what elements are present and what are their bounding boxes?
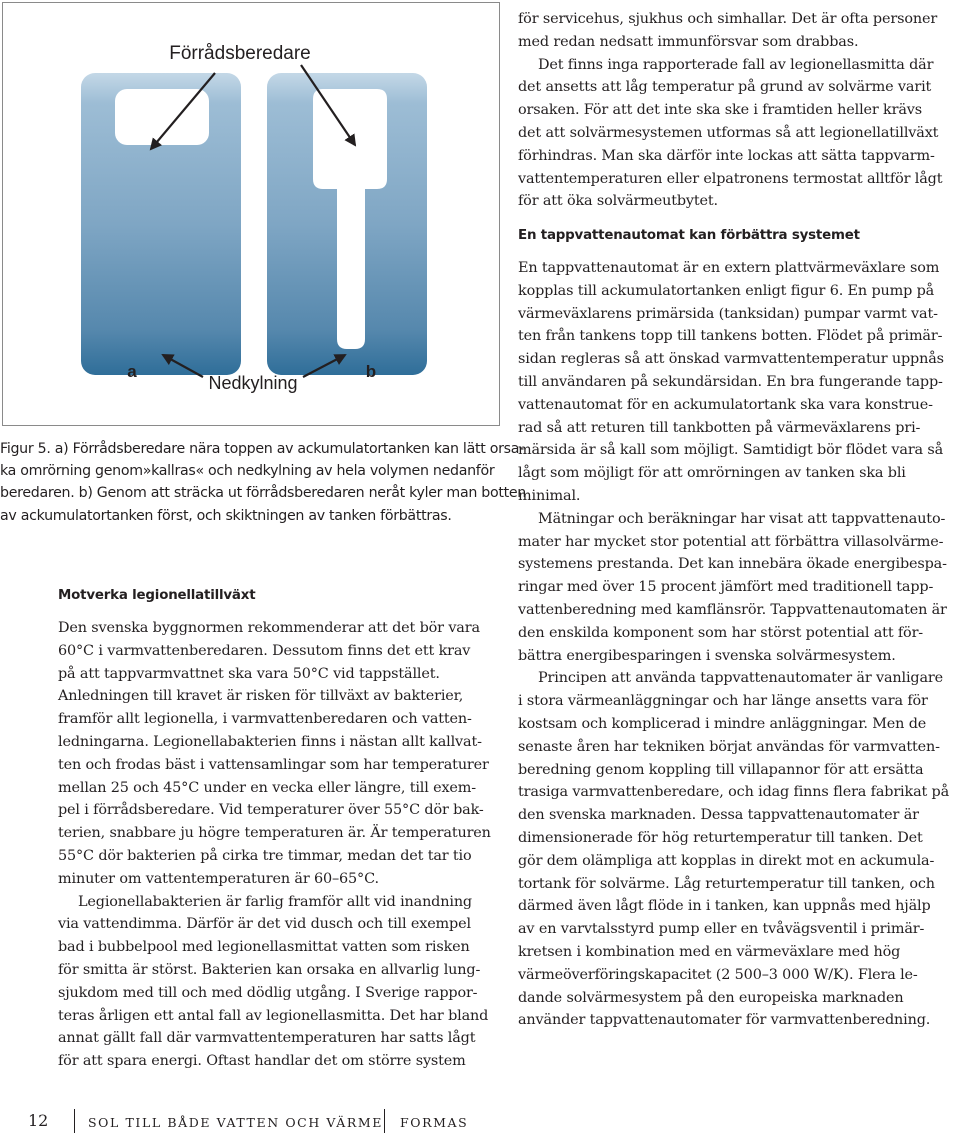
text-line: med redan nedsatt immunförsvar som drabbas.: [518, 33, 859, 50]
right-column-top: [518, 8, 958, 213]
paragraph: [58, 891, 490, 1073]
text-line: till användaren på sekundärsidan. En bra fungerande tapp-: [518, 373, 943, 390]
text-line: det ansetts att låg temperatur på grund av solvärme varit: [518, 79, 932, 96]
label-b: b: [365, 362, 377, 381]
text-line: vattenautomat för en ackumulatortank ska vara konstrue-: [518, 396, 933, 413]
text-line: gör dem olämpliga att kopplas in direkt mot en ackumula-: [518, 852, 935, 869]
footer-title: SOL TILL BÅDE VATTEN OCH VÄRME: [88, 1115, 383, 1130]
caption-line: beredaren. b) Genom att sträcka ut förrådsberedaren neråt kyler man botten: [0, 485, 526, 502]
text-line: för att spara energi. Oftast handlar det om större system: [58, 1053, 466, 1070]
label-nedkylning: Nedkylning: [208, 373, 298, 393]
text-line: En tappvattenautomat är en extern plattvärmeväxlare som: [518, 260, 940, 276]
label-a: a: [127, 362, 137, 381]
text-line: i stora värmeanläggningar och har länge ansetts vara för: [518, 693, 928, 710]
text-line: minuter om vattentemperaturen är 60–65°C.: [58, 870, 379, 887]
caption-line: ka omrörning genom»kallras« och nedkylning av hela volymen nedanför: [0, 463, 495, 480]
text-line: av en varvtalsstyrd pump eller en tvåvägsventil i primär-: [518, 921, 925, 938]
text-line: ledningarna. Legionellabakterien finns i nästan allt kallvat-: [58, 733, 482, 750]
text-line: ten från tankens topp till tankens botten. Flödet på primär-: [518, 328, 943, 345]
paragraph: [518, 508, 958, 668]
text-line: Mätningar och beräkningar har visat att tappvattenauto-: [538, 510, 946, 527]
text-line: kretsen i kombination med en värmeväxlare med hög: [518, 943, 901, 960]
section-heading-legionella: Motverka legionellatillväxt: [58, 588, 256, 603]
text-line: Det finns inga rapporterade fall av legionellasmitta där: [538, 56, 934, 73]
figure-5: [2, 2, 500, 426]
text-line: beredning genom koppling till villapannor för att ersätta: [518, 761, 924, 778]
section-heading-tappvattenautomat: En tappvattenautomat kan förbättra systemet: [518, 228, 860, 243]
text-line: rad så att returen till tankbotten på värmeväxlarens pri-: [518, 419, 921, 436]
text-line: kostsam och komplicerad i mindre anläggningar. Men de: [518, 715, 927, 732]
page-number: 12: [28, 1111, 49, 1130]
text-line: förhindras. Man ska därför inte lockas att sätta tappvarm-: [518, 147, 935, 164]
text-line: pel i förrådsberedare. Vid temperaturer över 55°C dör bak-: [58, 802, 484, 819]
text-line: framför allt legionella, i varmvattenberedaren och vatten-: [58, 711, 472, 728]
text-line: bad i bubbelpool med legionellasmittat vatten som risken: [58, 939, 470, 956]
text-line: mellan 25 och 45°C under en vecka eller längre, till exem-: [58, 779, 477, 796]
text-line: för att öka solvärmeutbytet.: [518, 193, 718, 210]
text-line: använder tappvattenautomater för varmvattenberedning.: [518, 1012, 931, 1029]
text-line: 60°C i varmvattenberedaren. Dessutom finns det ett krav: [58, 642, 471, 659]
text-line: dimensionerade för hög returtemperatur till tanken. Det: [518, 829, 923, 846]
text-line: via vattendimma. Därför är det vid dusch och till exempel: [58, 916, 471, 933]
text-line: för smitta är störst. Bakterien kan orsaka en allvarlig lung-: [58, 961, 481, 978]
text-line: senaste åren har tekniken börjat användas för varmvatten-: [518, 738, 940, 755]
text-line: teras årligen ett antal fall av legionellasmitta. Det har bland: [58, 1007, 489, 1024]
text-line: Principen att använda tappvattenautomater är vanligare: [538, 670, 943, 687]
text-line: på att tappvarmvattnet ska vara 50°C vid tappstället.: [58, 665, 440, 682]
text-line: värmeöverföringskapacitet (2 500–3 000 W/K). Flera le-: [518, 966, 918, 983]
text-line: det att solvärmesystemen utformas så att legionellatillväxt: [518, 124, 939, 141]
text-line: därmed även lågt flöde in i tanken, kan uppnås med hjälp: [518, 898, 931, 915]
figure-diagram: [3, 3, 501, 427]
text-line: den svenska marknaden. Dessa tappvattenautomater är: [518, 807, 919, 824]
text-line: för servicehus, sjukhus och simhallar. Det är ofta personer: [518, 11, 938, 27]
text-line: orsaken. För att det inte ska ske i framtiden heller krävs: [518, 102, 922, 119]
text-line: Den svenska byggnormen rekommenderar att det bör vara: [58, 620, 480, 636]
text-line: dande solvärmesystem på den europeiska marknaden: [518, 989, 904, 1006]
text-line: vattentemperaturen eller elpatronens termostat alltför lågt: [518, 170, 943, 187]
text-line: annat gällt fall där varmvattentemperaturen har satts lågt: [58, 1030, 476, 1047]
text-line: mater har mycket stor potential att förbättra villasolvärme-: [518, 533, 944, 550]
text-line: Anledningen till kravet är risken för tillväxt av bakterier,: [58, 688, 464, 705]
text-line: systemens prestanda. Det kan innebära ökade energibespa-: [518, 556, 947, 573]
footer-separator: [74, 1109, 75, 1133]
caption-line: Figur 5. a) Förrådsberedare nära toppen av ackumulatortanken kan lätt orsa-: [0, 441, 524, 457]
text-line: sidan regleras så att önskad varmvattentemperatur uppnås: [518, 351, 944, 368]
text-line: ten och frodas bäst i vattensamlingar som har temperaturer: [58, 756, 489, 773]
figure-caption: [0, 438, 526, 527]
text-line: minimal.: [518, 487, 581, 504]
text-line: trasiga varmvattenberedare, och idag finns flera fabrikat på: [518, 784, 950, 801]
text-line: vattenberedning med kamflänsrör. Tappvattenautomaten är: [518, 601, 947, 618]
footer-separator: [384, 1109, 385, 1133]
text-line: ringar med över 15 procent jämfört med traditionell tapp-: [518, 579, 934, 596]
text-line: bättra energibesparingen i svenska solvärmesystem.: [518, 647, 896, 664]
text-line: värmeväxlarens primärsida (tanksidan) pumpar varmt vat-: [518, 305, 938, 322]
text-line: Legionellabakterien är farlig framför allt vid inandning: [78, 893, 472, 910]
left-column: [58, 617, 490, 1073]
paragraph: [518, 257, 958, 508]
text-line: terien, snabbare ju högre temperaturen är. Är temperaturen: [58, 825, 491, 842]
footer-publisher: FORMAS: [400, 1115, 469, 1130]
text-line: tortank för solvärme. Låg returtemperatur till tanken, och: [518, 875, 935, 892]
text-line: sjukdom med till och med dödlig utgång. I Sverige rappor-: [58, 984, 478, 1001]
text-line: lågt som möjligt för att omrörningen av tanken ska bli: [518, 465, 906, 482]
text-line: 55°C dör bakterien på cirka tre timmar, medan det tar tio: [58, 847, 472, 864]
paragraph: [518, 667, 958, 1032]
text-line: den enskilda komponent som har störst potential att för-: [518, 624, 924, 641]
paragraph: [58, 617, 490, 891]
label-forradsberedare: Förrådsberedare: [169, 43, 311, 64]
right-column: [518, 257, 958, 1032]
caption-line: av ackumulatortanken först, och skiktningen av tanken förbättras.: [0, 507, 452, 524]
text-line: kopplas till ackumulatortanken enligt figur 6. En pump på: [518, 282, 935, 299]
text-line: märsida är så kall som möjligt. Samtidigt bör flödet vara så: [518, 442, 944, 459]
